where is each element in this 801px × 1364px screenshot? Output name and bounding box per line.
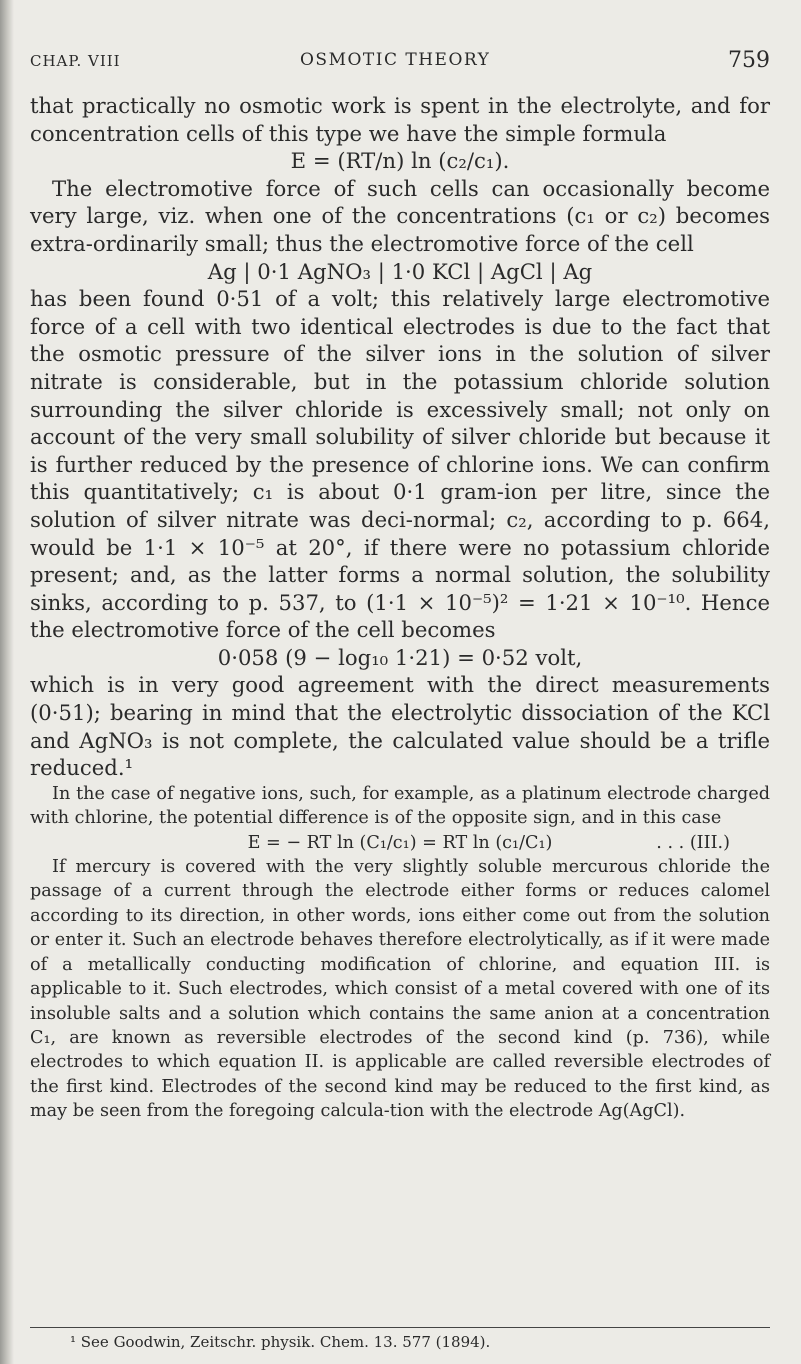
footnote-divider: [30, 1327, 770, 1328]
small-print-section: [30, 782, 770, 1124]
formula-emf-calculation: 0·058 (9 − log₁₀ 1·21) = 0·52 volt,: [217, 644, 583, 670]
paragraph-4: which is in very good agreement with the direct measurements (0·51); bearing in mind that the electrolytic dissociation of the KCl and AgNO₃ is not complete, the calculated value should be a trifle reduced.¹: [30, 672, 770, 781]
paragraph-2: The electromotive force of such cells can occasionally become very large, viz. when one of the concentrations (c₁ or c₂) becomes extra-ordinarily small; thus the electromotive force of the cell: [30, 175, 770, 256]
paragraph-1: that practically no osmotic work is spent in the electrolyte, and for concentration cells of this type we have the simple formula: [30, 93, 770, 146]
paragraph-5: In the case of negative ions, such, for example, as a platinum electrode charged with chlorine, the potential difference is of the opposite sign, and in this case: [30, 783, 770, 829]
page-binding-shadow: [0, 0, 14, 1364]
formula-negative-ions: [30, 831, 770, 855]
formula-III: E = − RT ln (C₁/c₁) = RT ln (c₁/C₁): [247, 832, 553, 853]
running-title: OSMOTIC THEORY: [300, 50, 491, 70]
footnote: ¹ See Goodwin, Zeitschr. physik. Chem. 13. 577 (1894).: [70, 1333, 491, 1351]
cell-formula: Ag | 0·1 AgNO₃ | 1·0 KCl | AgCl | Ag: [207, 258, 593, 284]
formula-concentration-cell: E = (RT/n) ln (c₂/c₁).: [290, 148, 510, 174]
equation-label-III: . . . (III.): [656, 832, 730, 853]
chapter-label: CHAP. VIII: [30, 52, 121, 70]
paragraph-6: If mercury is covered with the very slightly soluble mercurous chloride the passage of a current through the electrode either forms or reduces calomel according to its direction, in other words, ions either come out from the solution or enter it. Such an electrode behaves therefore electrolytically, as if it were made of a metallically conducting modification of chlorine, and equation III. is applicable to it. Such electrodes, which consist of a metal covered with one of its insoluble salts and a solution which contains the same anion at a concentration C₁, are known as reversible electrodes of the second kind (p. 736), while electrodes to which equation II. is applicable are called reversible electrodes of the first kind. Electrodes of the second kind may be reduced to the first kind, as may be seen from the foregoing calcula-tion with the electrode Ag(AgCl).: [30, 857, 770, 1122]
paragraph-3: has been found 0·51 of a volt; this relatively large electromotive force of a cell with two identical electrodes is due to the fact that the osmotic pressure of the silver ions in the solution of silver nitrate is considerable, but in the potassium chloride solution surrounding the silver chloride is excessively small; not only on account of the very small solubility of silver chloride but because it is further reduced by the presence of chlorine ions. We can confirm this quantitatively; c₁ is about 0·1 gram-ion per litre, since the solution of silver nitrate was deci-normal; c₂, according to p. 664, would be 1·1 × 10⁻⁵ at 20°, if there were no potassium chloride present; and, as the latter forms a normal solution, the solubility sinks, according to p. 537, to (1·1 × 10⁻⁵)² = 1·21 × 10⁻¹⁰. Hence the electromotive force of the cell becomes: [30, 286, 770, 643]
running-header: [30, 48, 770, 78]
page-number: 759: [728, 48, 770, 73]
main-text: [30, 92, 770, 1124]
